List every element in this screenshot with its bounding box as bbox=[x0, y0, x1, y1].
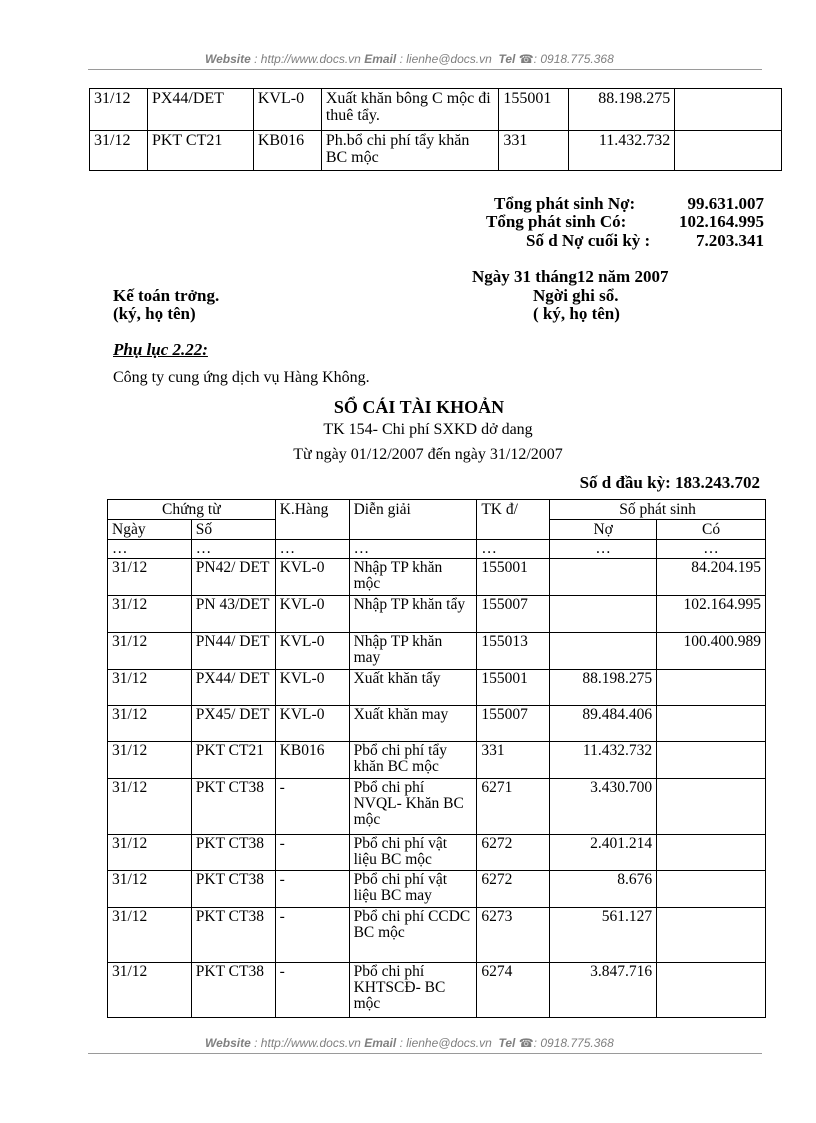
ledger-title: SỔ CÁI TÀI KHOẢN bbox=[333, 397, 505, 417]
opening-balance: Số d đầu kỳ: 183.243.702 bbox=[579, 473, 760, 492]
ledger-acct-cell: 6272 bbox=[477, 835, 550, 871]
ledger-debit-cell: 3.430.700 bbox=[550, 779, 657, 835]
company-name: Công ty cung ứng dịch vụ Hàng Không. bbox=[113, 369, 370, 386]
ledger-date-cell: 31/12 bbox=[108, 963, 192, 1018]
ledger-acct-cell: 155013 bbox=[477, 633, 550, 670]
total-debit-value: 99.631.007 bbox=[687, 194, 764, 213]
ledger-number-cell: PX44/ DET bbox=[191, 670, 275, 706]
top-desc-cell: Ph.bổ chi phí tẩy khăn BC mộc bbox=[321, 131, 499, 171]
tel-value: : 0918.775.368 bbox=[533, 52, 614, 66]
ledger-number-cell: PN 43/DET bbox=[191, 596, 275, 633]
ledger-date-cell: 31/12 bbox=[108, 633, 192, 670]
top-date-cell: 31/12 bbox=[90, 89, 148, 131]
ledger-date-cell: 31/12 bbox=[108, 908, 192, 963]
top-doc-cell: PX44/DET bbox=[147, 89, 253, 131]
ledger-credit-cell bbox=[657, 779, 766, 835]
ledger-debit-cell bbox=[550, 559, 657, 596]
total-credit-label: Tổng phát sinh Có: bbox=[486, 212, 627, 231]
ledger-credit-cell bbox=[657, 963, 766, 1018]
website-label: Website bbox=[205, 52, 251, 66]
ledger-date-cell: 31/12 bbox=[108, 742, 192, 779]
desc-header: Diễn giải bbox=[349, 500, 477, 540]
ledger-debit-cell: 8.676 bbox=[550, 871, 657, 908]
ledger-acct-cell: 6273 bbox=[477, 908, 550, 963]
signature-date: Ngày 31 tháng12 năm 2007 bbox=[472, 267, 669, 286]
ledger-number-cell: PKT CT21 bbox=[191, 742, 275, 779]
ledger-desc-cell: Pbổ chi phí NVQL- Khăn BC mộc bbox=[349, 779, 477, 835]
footer-divider bbox=[88, 1053, 762, 1054]
ledger-row bbox=[108, 908, 766, 963]
footer-website-label: Website bbox=[205, 1036, 251, 1050]
ledger-period: Từ ngày 01/12/2007 đến ngày 31/12/2007 bbox=[293, 446, 563, 463]
date-header: Ngày bbox=[108, 520, 192, 540]
ledger-debit-cell: 2.401.214 bbox=[550, 835, 657, 871]
footer-email-value[interactable]: : lienhe@docs.vn bbox=[399, 1036, 492, 1050]
total-credit-row bbox=[470, 212, 764, 232]
voucher-header: Chứng từ bbox=[108, 500, 276, 520]
ledger-debit-cell: 89.484.406 bbox=[550, 706, 657, 742]
ledger-acct-cell: 6271 bbox=[477, 779, 550, 835]
recorder-title: Ngời ghi sổ. bbox=[533, 286, 619, 305]
email-value[interactable]: : lienhe@docs.vn bbox=[399, 52, 492, 66]
ledger-number-cell: PN42/ DET bbox=[191, 559, 275, 596]
ledger-date-cell: 31/12 bbox=[108, 871, 192, 908]
ledger-code-cell: KVL-0 bbox=[275, 559, 349, 596]
ledger-number-cell: PKT CT38 bbox=[191, 835, 275, 871]
amount-header: Số phát sinh bbox=[550, 500, 766, 520]
ellipsis-row: … … … … … … … bbox=[108, 540, 766, 559]
page-footer bbox=[205, 1036, 614, 1050]
ledger-code-cell: KVL-0 bbox=[275, 633, 349, 670]
ledger-row bbox=[108, 670, 766, 706]
top-acct-cell: 155001 bbox=[499, 89, 569, 131]
ledger-credit-cell: 84.204.195 bbox=[657, 559, 766, 596]
ledger-acct-cell: 6274 bbox=[477, 963, 550, 1018]
top-debit-cell: 11.432.732 bbox=[569, 131, 675, 171]
ledger-subtitle: TK 154- Chi phí SXKD dở dang bbox=[323, 421, 533, 438]
ledger-number-cell: PKT CT38 bbox=[191, 779, 275, 835]
ledger-acct-cell: 155007 bbox=[477, 706, 550, 742]
ledger-row bbox=[108, 963, 766, 1018]
ledger-desc-cell: Nhập TP khăn may bbox=[349, 633, 477, 670]
top-ledger-table bbox=[89, 88, 782, 171]
closing-balance-value: 7.203.341 bbox=[696, 231, 764, 250]
ledger-debit-cell bbox=[550, 596, 657, 633]
ledger-debit-cell bbox=[550, 633, 657, 670]
ledger-row bbox=[108, 559, 766, 596]
ledger-date-cell: 31/12 bbox=[108, 670, 192, 706]
ledger-code-cell: - bbox=[275, 779, 349, 835]
footer-tel-value: : 0918.775.368 bbox=[533, 1036, 614, 1050]
website-url[interactable]: : http://www.docs.vn bbox=[254, 52, 361, 66]
ledger-desc-cell: Pbổ chi phí KHTSCĐ- BC mộc bbox=[349, 963, 477, 1018]
top-acct-cell: 331 bbox=[499, 131, 569, 171]
debit-header: Nợ bbox=[550, 520, 657, 540]
ledger-desc-cell: Xuất khăn may bbox=[349, 706, 477, 742]
top-table-row bbox=[90, 89, 782, 131]
ledger-credit-cell bbox=[657, 742, 766, 779]
chief-accountant-title: Kế toán trởng. bbox=[113, 286, 220, 305]
ledger-row bbox=[108, 742, 766, 779]
ledger-code-cell: KVL-0 bbox=[275, 706, 349, 742]
ledger-header-row-1 bbox=[108, 500, 766, 520]
ledger-row bbox=[108, 706, 766, 742]
top-doc-cell: PKT CT21 bbox=[147, 131, 253, 171]
total-debit-row bbox=[470, 194, 764, 214]
tel-label: Tel bbox=[498, 52, 516, 66]
ledger-debit-cell: 88.198.275 bbox=[550, 670, 657, 706]
ledger-table bbox=[107, 499, 766, 1018]
ledger-desc-cell: Xuất khăn tẩy bbox=[349, 670, 477, 706]
ledger-credit-cell: 102.164.995 bbox=[657, 596, 766, 633]
phone-icon: ☎ bbox=[518, 52, 534, 66]
header-divider bbox=[88, 69, 762, 70]
ledger-desc-cell: Nhập TP khăn mộc bbox=[349, 559, 477, 596]
ledger-acct-cell: 6272 bbox=[477, 871, 550, 908]
ledger-date-cell: 31/12 bbox=[108, 779, 192, 835]
ledger-debit-cell: 11.432.732 bbox=[550, 742, 657, 779]
ledger-number-cell: PX45/ DET bbox=[191, 706, 275, 742]
ledger-credit-cell bbox=[657, 908, 766, 963]
appendix-title: Phụ lục 2.22: bbox=[113, 340, 208, 359]
ledger-code-cell: - bbox=[275, 835, 349, 871]
ledger-code-cell: KB016 bbox=[275, 742, 349, 779]
ledger-number-cell: PN44/ DET bbox=[191, 633, 275, 670]
ledger-code-cell: KVL-0 bbox=[275, 596, 349, 633]
email-label: Email bbox=[364, 52, 397, 66]
footer-email-label: Email bbox=[364, 1036, 397, 1050]
ledger-acct-cell: 331 bbox=[477, 742, 550, 779]
ledger-code-cell: - bbox=[275, 908, 349, 963]
top-code-cell: KVL-0 bbox=[253, 89, 321, 131]
ledger-date-cell: 31/12 bbox=[108, 559, 192, 596]
top-credit-cell bbox=[675, 131, 782, 171]
ledger-code-cell: KVL-0 bbox=[275, 670, 349, 706]
ledger-credit-cell bbox=[657, 871, 766, 908]
ledger-debit-cell: 3.847.716 bbox=[550, 963, 657, 1018]
closing-balance-row bbox=[470, 231, 764, 251]
total-debit-label: Tổng phát sinh Nợ: bbox=[494, 194, 636, 213]
page-header bbox=[205, 52, 614, 66]
top-desc-cell: Xuất khăn bông C mộc đi thuê tẩy. bbox=[321, 89, 499, 131]
ledger-credit-cell bbox=[657, 670, 766, 706]
acct-header: TK đ/ bbox=[477, 500, 550, 540]
ledger-row bbox=[108, 779, 766, 835]
ledger-row bbox=[108, 596, 766, 633]
ledger-number-cell: PKT CT38 bbox=[191, 871, 275, 908]
ledger-credit-cell bbox=[657, 835, 766, 871]
ledger-credit-cell: 100.400.989 bbox=[657, 633, 766, 670]
recorder-sign-note: ( ký, họ tên) bbox=[533, 304, 620, 323]
top-date-cell: 31/12 bbox=[90, 131, 148, 171]
footer-phone-icon: ☎ bbox=[518, 1036, 534, 1050]
ledger-number-cell: PKT CT38 bbox=[191, 908, 275, 963]
top-table-row bbox=[90, 131, 782, 171]
ledger-debit-cell: 561.127 bbox=[550, 908, 657, 963]
ledger-row bbox=[108, 871, 766, 908]
number-header: Số bbox=[191, 520, 275, 540]
ledger-number-cell: PKT CT38 bbox=[191, 963, 275, 1018]
credit-header: Có bbox=[657, 520, 766, 540]
top-debit-cell: 88.198.275 bbox=[569, 89, 675, 131]
ledger-desc-cell: Pbổ chi phí CCDC BC mộc bbox=[349, 908, 477, 963]
closing-balance-label: Số d Nợ cuối kỳ : bbox=[526, 231, 651, 250]
chief-accountant-sign-note: (ký, họ tên) bbox=[113, 304, 196, 323]
ledger-date-cell: 31/12 bbox=[108, 835, 192, 871]
ledger-date-cell: 31/12 bbox=[108, 706, 192, 742]
ledger-row bbox=[108, 835, 766, 871]
total-credit-value: 102.164.995 bbox=[679, 212, 764, 231]
footer-tel-label: Tel bbox=[498, 1036, 516, 1050]
ledger-desc-cell: Pbổ chi phí vật liệu BC mộc bbox=[349, 835, 477, 871]
ledger-desc-cell: Pbổ chi phí tẩy khăn BC mộc bbox=[349, 742, 477, 779]
ledger-credit-cell bbox=[657, 706, 766, 742]
ledger-code-cell: - bbox=[275, 963, 349, 1018]
top-code-cell: KB016 bbox=[253, 131, 321, 171]
top-credit-cell bbox=[675, 89, 782, 131]
ledger-acct-cell: 155001 bbox=[477, 559, 550, 596]
ledger-desc-cell: Pbổ chi phí vật liệu BC may bbox=[349, 871, 477, 908]
ledger-desc-cell: Nhập TP khăn tẩy bbox=[349, 596, 477, 633]
ledger-date-cell: 31/12 bbox=[108, 596, 192, 633]
ledger-acct-cell: 155001 bbox=[477, 670, 550, 706]
ledger-code-cell: - bbox=[275, 871, 349, 908]
ledger-acct-cell: 155007 bbox=[477, 596, 550, 633]
ledger-row bbox=[108, 633, 766, 670]
footer-website-url[interactable]: : http://www.docs.vn bbox=[254, 1036, 361, 1050]
code-header: K.Hàng bbox=[275, 500, 349, 540]
